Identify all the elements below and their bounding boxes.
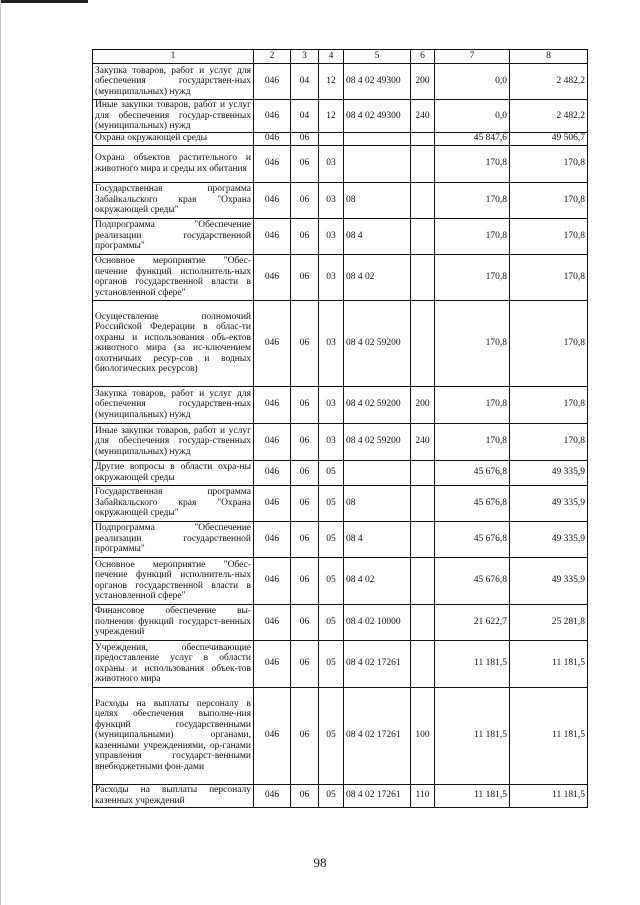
col-header-7: 7 [435,50,510,64]
cell-subsection: 03 [319,218,344,254]
cell-admin-code: 046 [254,557,291,604]
cell-section: 06 [291,604,319,640]
cell-name: Другие вопросы в области охра-ны окружающей среды [93,460,254,485]
cell-amount-year1: 170,8 [435,386,510,423]
table-row [93,218,588,254]
cell-name: Осуществление полномочий Российской Федерации в облас-ти охраны и использования объ-ектов животного мира (за ис-ключением охотничьих ресур-сов и водных биологических ресурсов) [93,300,254,386]
cell-subsection: 12 [319,100,344,133]
cell-admin-code: 046 [254,604,291,640]
cell-admin-code: 046 [254,100,291,133]
table-row [93,254,588,300]
col-header-8: 8 [510,50,588,64]
cell-name: Расходы на выплаты персоналу казенных учреждений [93,784,254,807]
cell-expense-type [411,182,435,218]
table-row [93,604,588,640]
cell-amount-year1: 45 676,8 [435,557,510,604]
table-row [93,300,588,386]
cell-subsection: 05 [319,687,344,784]
cell-amount-year1: 11 181,5 [435,687,510,784]
cell-subsection: 03 [319,182,344,218]
cell-name: Иные закупки товаров, работ и услуг для обеспечения государ-ственных (муниципальных) нужд [93,100,254,133]
cell-admin-code: 046 [254,386,291,423]
table-header-row [93,50,588,64]
col-header-4: 4 [319,50,344,64]
cell-target-article: 08 4 02 59200 [344,386,411,423]
cell-target-article: 08 [344,182,411,218]
cell-subsection: 12 [319,64,344,100]
cell-target-article: 08 4 02 10000 [344,604,411,640]
scan-top-mark [0,0,88,3]
cell-amount-year1: 170,8 [435,254,510,300]
cell-expense-type [411,460,435,485]
cell-expense-type [411,145,435,182]
cell-section: 06 [291,640,319,687]
cell-target-article: 08 4 02 17261 [344,640,411,687]
cell-admin-code: 046 [254,423,291,460]
cell-target-article: 08 4 02 49300 [344,100,411,133]
cell-section: 06 [291,557,319,604]
table-row [93,687,588,784]
col-header-3: 3 [291,50,319,64]
cell-expense-type [411,300,435,386]
budget-table [92,49,588,808]
cell-expense-type [411,254,435,300]
cell-admin-code: 046 [254,132,291,145]
cell-amount-year2: 170,8 [510,145,588,182]
col-header-1: 1 [93,50,254,64]
cell-subsection: 05 [319,557,344,604]
cell-amount-year2: 170,8 [510,300,588,386]
cell-subsection [319,132,344,145]
col-header-2: 2 [254,50,291,64]
cell-name: Основное мероприятие "Обес-печение функций исполнитель-ных органов государственной власти в установленной сфере" [93,254,254,300]
cell-admin-code: 046 [254,182,291,218]
cell-subsection: 05 [319,604,344,640]
col-header-5: 5 [344,50,411,64]
cell-amount-year1: 170,8 [435,145,510,182]
cell-section: 04 [291,64,319,100]
cell-amount-year2: 25 281,8 [510,604,588,640]
cell-target-article: 08 [344,485,411,521]
cell-name: Финансовое обеспечение вы-полнения функций государст-венных учреждений [93,604,254,640]
cell-target-article [344,145,411,182]
cell-subsection: 05 [319,485,344,521]
cell-admin-code: 046 [254,784,291,807]
cell-amount-year2: 170,8 [510,218,588,254]
cell-expense-type [411,640,435,687]
cell-subsection: 03 [319,145,344,182]
cell-subsection: 03 [319,423,344,460]
table-row [93,132,588,145]
table-row [93,485,588,521]
cell-amount-year1: 0,0 [435,64,510,100]
cell-name: Подпрограмма "Обеспечение реализации государственной программы" [93,521,254,557]
cell-amount-year2: 11 181,5 [510,687,588,784]
cell-name: Расходы на выплаты персоналу в целях обеспечения выполне-ния функций государственными (муниципальными) органами, казенными учреждениями, ор-ганами управления государст-венными внебюджетными фон-дами [93,687,254,784]
col-header-6: 6 [411,50,435,64]
cell-admin-code: 046 [254,145,291,182]
cell-amount-year1: 170,8 [435,218,510,254]
cell-admin-code: 046 [254,460,291,485]
cell-expense-type: 200 [411,64,435,100]
cell-section: 06 [291,687,319,784]
cell-expense-type: 240 [411,423,435,460]
cell-target-article [344,132,411,145]
cell-target-article: 08 4 02 [344,254,411,300]
table-row [93,557,588,604]
cell-name: Подпрограмма "Обеспечение реализации государственной программы" [93,218,254,254]
cell-amount-year2: 11 181,5 [510,640,588,687]
cell-amount-year1: 11 181,5 [435,640,510,687]
cell-admin-code: 046 [254,64,291,100]
table-row [93,423,588,460]
cell-amount-year2: 170,8 [510,254,588,300]
cell-admin-code: 046 [254,640,291,687]
cell-amount-year1: 11 181,5 [435,784,510,807]
cell-expense-type [411,521,435,557]
cell-name: Охрана объектов растительного и животного мира и среды их обитания [93,145,254,182]
cell-admin-code: 046 [254,300,291,386]
cell-section: 06 [291,386,319,423]
cell-section: 06 [291,218,319,254]
cell-amount-year1: 45 676,8 [435,460,510,485]
cell-name: Основное мероприятие "Обес-печение функций исполнитель-ных органов государственной власти в установленной сфере" [93,557,254,604]
cell-section: 06 [291,460,319,485]
cell-section: 06 [291,145,319,182]
cell-amount-year2: 170,8 [510,182,588,218]
cell-target-article: 08 4 02 49300 [344,64,411,100]
cell-admin-code: 046 [254,218,291,254]
cell-expense-type [411,604,435,640]
cell-subsection: 05 [319,784,344,807]
cell-section: 06 [291,300,319,386]
table-row [93,521,588,557]
cell-target-article: 08 4 02 59200 [344,423,411,460]
table-row [93,64,588,100]
cell-amount-year1: 45 847,6 [435,132,510,145]
scan-left-edge [0,0,1,905]
cell-section: 06 [291,423,319,460]
cell-admin-code: 046 [254,254,291,300]
cell-amount-year2: 49 506,7 [510,132,588,145]
cell-expense-type [411,557,435,604]
cell-expense-type [411,485,435,521]
cell-subsection: 03 [319,386,344,423]
cell-name: Учреждения, обеспечивающие предоставление услуг в области охраны и использования объек-тов животного мира [93,640,254,687]
cell-amount-year1: 21 622,7 [435,604,510,640]
cell-expense-type [411,132,435,145]
cell-section: 06 [291,182,319,218]
cell-expense-type: 240 [411,100,435,133]
cell-section: 06 [291,485,319,521]
cell-subsection: 05 [319,521,344,557]
cell-name: Закупка товаров, работ и услуг для обеспечения государствен-ных (муниципальных) нужд [93,64,254,100]
table-row [93,182,588,218]
cell-target-article: 08 4 02 17261 [344,784,411,807]
cell-amount-year2: 170,8 [510,423,588,460]
cell-subsection: 03 [319,254,344,300]
table-row [93,386,588,423]
cell-target-article: 08 4 02 17261 [344,687,411,784]
cell-amount-year2: 170,8 [510,386,588,423]
cell-amount-year1: 170,8 [435,182,510,218]
table-row [93,460,588,485]
cell-subsection: 05 [319,640,344,687]
cell-section: 06 [291,521,319,557]
cell-name: Закупка товаров, работ и услуг для обеспечения государствен-ных (муниципальных) нужд [93,386,254,423]
cell-section: 06 [291,784,319,807]
cell-amount-year2: 11 181,5 [510,784,588,807]
cell-target-article: 08 4 02 [344,557,411,604]
cell-amount-year2: 49 335,9 [510,521,588,557]
cell-amount-year1: 45 676,8 [435,485,510,521]
table-row [93,640,588,687]
cell-expense-type: 200 [411,386,435,423]
cell-section: 06 [291,132,319,145]
cell-subsection: 05 [319,460,344,485]
cell-target-article: 08 4 [344,218,411,254]
cell-name: Охрана окружающей среды [93,132,254,145]
cell-expense-type [411,218,435,254]
cell-target-article: 08 4 [344,521,411,557]
cell-amount-year2: 49 335,9 [510,557,588,604]
cell-admin-code: 046 [254,521,291,557]
cell-amount-year2: 49 335,9 [510,485,588,521]
table-row [93,100,588,133]
cell-admin-code: 046 [254,687,291,784]
cell-name: Государственная программа Забайкальского края "Охрана окружающей среды" [93,485,254,521]
cell-target-article [344,460,411,485]
page-number: 98 [313,855,327,870]
cell-expense-type: 100 [411,687,435,784]
cell-target-article: 08 4 02 59200 [344,300,411,386]
table-row [93,784,588,807]
cell-section: 04 [291,100,319,133]
cell-amount-year1: 170,8 [435,423,510,460]
cell-amount-year1: 0,0 [435,100,510,133]
cell-subsection: 03 [319,300,344,386]
cell-admin-code: 046 [254,485,291,521]
cell-name: Государственная программа Забайкальского края "Охрана окружающей среды" [93,182,254,218]
cell-expense-type: 110 [411,784,435,807]
cell-amount-year2: 49 335,9 [510,460,588,485]
cell-amount-year2: 2 482,2 [510,100,588,133]
table-row [93,145,588,182]
cell-amount-year1: 170,8 [435,300,510,386]
cell-section: 06 [291,254,319,300]
cell-name: Иные закупки товаров, работ и услуг для обеспечения государ-ственных (муниципальных) нужд [93,423,254,460]
cell-amount-year1: 45 676,8 [435,521,510,557]
cell-amount-year2: 2 482,2 [510,64,588,100]
